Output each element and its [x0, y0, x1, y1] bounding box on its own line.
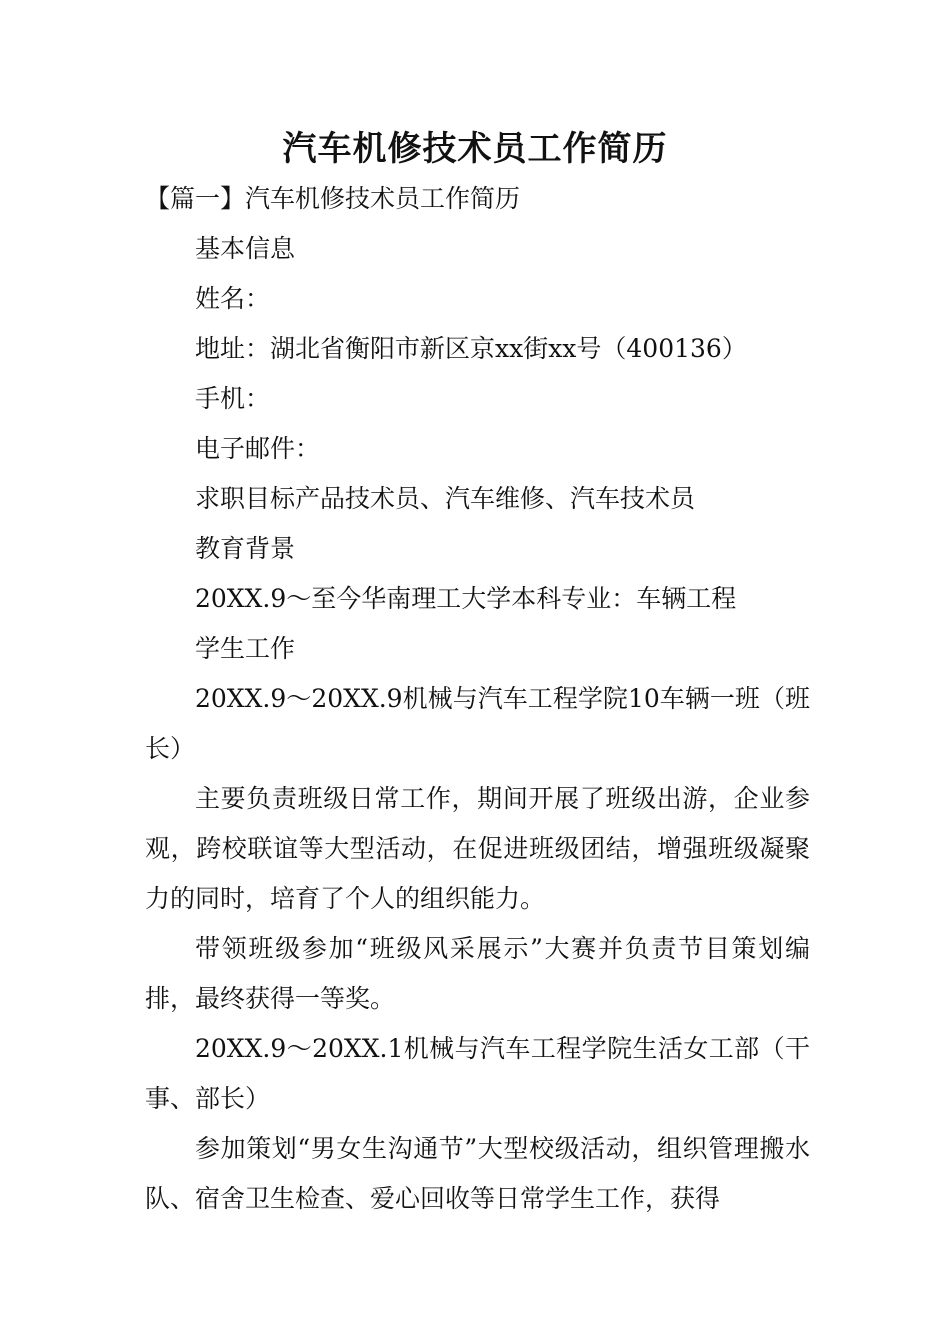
paragraph-job-target: 求职目标产品技术员、汽车维修、汽车技术员 — [195, 484, 696, 513]
paragraph-work-detail-1: 主要负责班级日常工作，期间开展了班级出游，企业参观，跨校联谊等大型活动，在促进班级团结，增强班级凝聚力的同时，培育了个人的组织能力。 — [145, 784, 810, 913]
document-body — [145, 174, 810, 1224]
paragraph-address: 地址：湖北省衡阳市新区京xx街xx号（400136） — [195, 334, 747, 363]
paragraph-student-work-heading: 学生工作 — [195, 634, 296, 663]
section-heading: 【篇一】汽车机修技术员工作简历 — [145, 184, 521, 213]
paragraph-basic-info: 基本信息 — [195, 234, 296, 263]
document-title: 汽车机修技术员工作简历 — [282, 129, 668, 169]
paragraph-work-detail-2: 带领班级参加“班级风采展示”大赛并负责节目策划编排，最终获得一等奖。 — [145, 934, 810, 1013]
paragraph-work-entry-2: 20XX.9～20XX.1机械与汽车工程学院生活女工部（干事、部长） — [145, 1034, 810, 1113]
paragraph-name: 姓名： — [195, 284, 271, 313]
paragraph-education-heading: 教育背景 — [195, 534, 296, 563]
paragraph-work-detail-3: 参加策划“男女生沟通节”大型校级活动，组织管理搬水队、宿舍卫生检查、爱心回收等日常学生工作，获得 — [145, 1134, 810, 1213]
paragraph-email: 电子邮件： — [195, 434, 321, 463]
paragraph-work-entry-1: 20XX.9～20XX.9机械与汽车工程学院10车辆一班（班长） — [145, 684, 810, 763]
paragraph-phone: 手机： — [195, 384, 271, 413]
paragraph-education-entry: 20XX.9～至今华南理工大学本科专业：车辆工程 — [195, 584, 737, 613]
